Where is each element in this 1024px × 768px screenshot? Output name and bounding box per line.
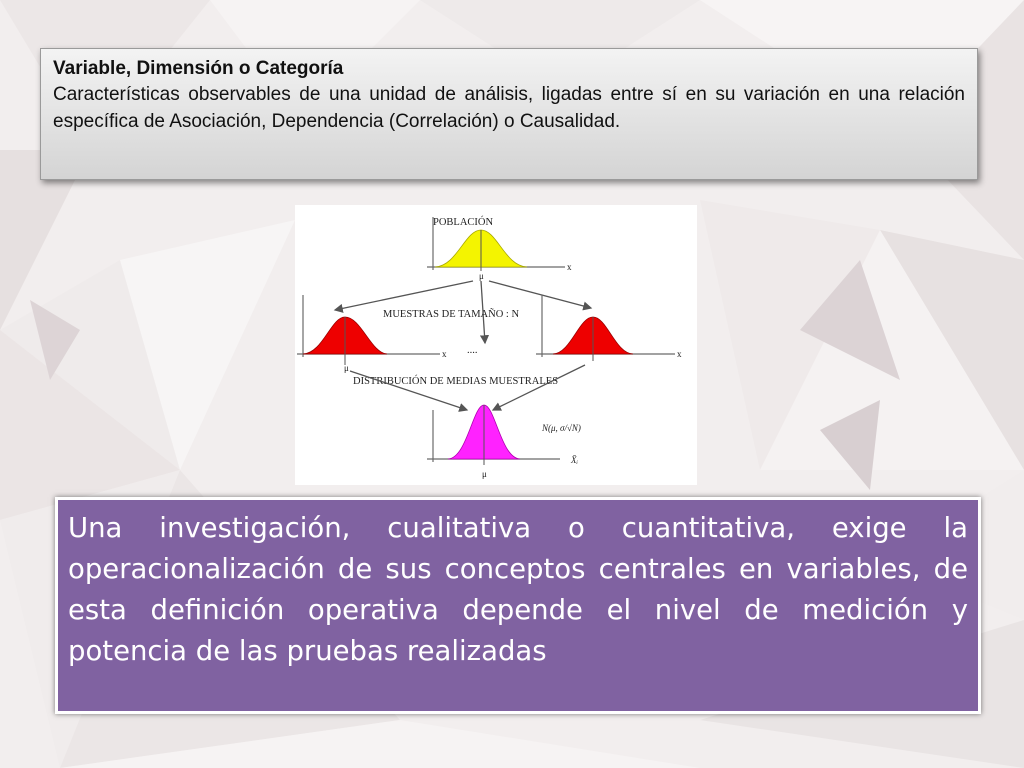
left-sample-mean-symbol: μ bbox=[344, 363, 349, 373]
definition-title: Variable, Dimensión o Categoría bbox=[53, 58, 344, 79]
samples-label: MUESTRAS DE TAMAÑO : N bbox=[383, 309, 520, 320]
arrow-from-right-sample bbox=[493, 365, 585, 410]
samples-ellipsis: .... bbox=[467, 345, 478, 356]
definition-text: Características observables de una unidad de análisis, ligadas entre sí en su variación en una relación específica de Asociación, Dependencia (Correlación) o Causalidad. bbox=[53, 84, 965, 132]
left-sample-axis-symbol: x bbox=[442, 349, 447, 359]
population-distribution bbox=[427, 216, 572, 281]
definition-box bbox=[40, 48, 978, 180]
sampling-distribution-diagram bbox=[295, 205, 697, 485]
arrow-to-left-sample bbox=[335, 281, 473, 310]
diagram-canvas bbox=[295, 205, 697, 485]
sample-distribution-left bbox=[297, 295, 447, 373]
population-mean-symbol: μ bbox=[479, 271, 484, 281]
conclusion-text: Una investigación, cualitativa o cuantitativa, exige la operacionalización de sus conceptos centrales en variables, de esta definición operativa depende el nivel de medición y potencia de las pruebas realizadas bbox=[68, 512, 968, 667]
conclusion-box bbox=[55, 497, 981, 714]
sample-distribution-right bbox=[536, 295, 682, 361]
sampling-distribution-formula: N(μ, σ/√N) bbox=[542, 423, 581, 433]
sampling-distribution-of-means bbox=[427, 405, 560, 479]
sampling-distribution-label: DISTRIBUCIÓN DE MEDIAS MUESTRALES bbox=[353, 376, 559, 387]
arrow-to-right-sample bbox=[489, 281, 591, 308]
sampling-distribution-axis-symbol: X̄ᵢ bbox=[571, 455, 578, 465]
population-axis-symbol: x bbox=[567, 262, 572, 272]
population-label: POBLACIÓN bbox=[433, 217, 494, 228]
right-sample-axis-symbol: x bbox=[677, 349, 682, 359]
means-mean-symbol: μ bbox=[482, 469, 487, 479]
